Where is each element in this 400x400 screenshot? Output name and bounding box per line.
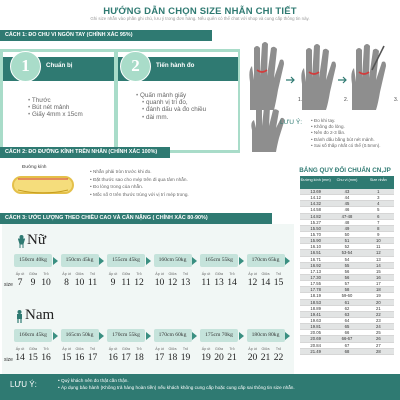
table-cell: 8: [377, 225, 380, 231]
ring-tip-item: • Đo lòng trong của nhẫn.: [90, 183, 189, 191]
ring-size-value: 19: [180, 352, 191, 363]
ring-size-value: 17: [154, 352, 165, 363]
footer-note-item: • Quý khách nên đo thật cần thận.: [58, 378, 129, 383]
arrow-right-icon: [239, 332, 244, 340]
table-cell: 15: [375, 268, 381, 274]
table-cell: 16.51: [310, 250, 321, 256]
finger-label: Trỏ: [275, 347, 282, 351]
finger-label: Giữa: [168, 347, 177, 351]
table-cell: 21.49: [310, 348, 321, 354]
table-cell: 17.78: [310, 287, 321, 293]
table-cell: 48: [344, 219, 350, 225]
step1-bullets: [28, 97, 83, 119]
finger-label: Giữa: [168, 272, 177, 276]
table-cell: 15.50: [310, 225, 321, 231]
table-cell: 16.71: [310, 256, 321, 262]
table-cell: 24: [375, 324, 381, 330]
table-cell: 17: [375, 281, 381, 287]
finger-label: Áp út: [108, 347, 118, 351]
male-chip-row: [14, 329, 294, 343]
table-cell: 53-54: [341, 250, 353, 256]
table-header-diameter: Đường kính (mm): [300, 178, 331, 182]
female-label: Nữ: [27, 232, 46, 248]
height-weight-chip: 150cm 40kg: [14, 254, 52, 267]
table-cell: 56: [344, 268, 350, 274]
table-cell: 50: [344, 231, 350, 237]
ring-diameter-label: Đường kính: [22, 164, 47, 169]
table-cell: 18.89: [310, 305, 321, 311]
hand-step-2: 2.: [344, 97, 349, 103]
ring-tip-item: • Mốc số 0 trên thước trùng với vị trí mép trong.: [90, 191, 189, 199]
table-cell: 23: [375, 317, 381, 323]
table-cell: 4: [377, 201, 380, 207]
ring-size-value: 18: [167, 352, 178, 363]
ring-tips: [90, 168, 189, 198]
step1-bullet: • Giấy 4mm x 15cm: [28, 111, 83, 118]
table-cell: 17.55: [310, 281, 321, 287]
finger-label: Trỏ: [136, 347, 142, 351]
hand-back-icon: [246, 104, 286, 152]
ring-size-value: 14: [15, 352, 25, 363]
arrow-right-icon: [286, 77, 294, 83]
finger-label: Áp út: [62, 272, 71, 276]
ring-tip-item: • Nhẫn phải tròn trước khi đo.: [90, 168, 189, 176]
table-cell: 15.90: [310, 238, 321, 244]
tip-item: • Không đo lỏng.: [311, 124, 381, 130]
table-cell: 15.70: [310, 231, 321, 237]
ring-size-value: 14: [227, 277, 237, 288]
ring-size-value: 16: [74, 352, 85, 363]
ring-size-value: 20: [214, 352, 224, 363]
table-cell: 14.32: [310, 201, 321, 207]
table-cell: 21: [375, 305, 381, 311]
arrow-right-icon: [99, 332, 104, 340]
table-cell: 27: [375, 342, 381, 348]
ring-size-value: 21: [260, 352, 271, 363]
finger-label: Giữa: [122, 272, 130, 276]
tip-item: • Đánh dấu bằng bút nét mảnh.: [311, 137, 381, 143]
table-cell: 45: [344, 201, 350, 207]
ring-size-value: 17: [121, 352, 131, 363]
hand-step-3: 3.: [394, 97, 399, 103]
ring-size-value: 13: [180, 277, 191, 288]
male-label: Nam: [25, 307, 55, 323]
ring-size-value: 12: [167, 277, 178, 288]
ring-size-value: 20: [247, 352, 258, 363]
table-cell: 59-60: [341, 293, 353, 299]
ring-size-value: 22: [273, 352, 284, 363]
ring-size-value: 10: [41, 277, 51, 288]
table-cell: 20.84: [310, 342, 321, 348]
finger-label: Áp út: [155, 347, 164, 351]
height-weight-chip: 180cm 80kg: [247, 329, 285, 342]
table-cell: 11: [376, 244, 381, 250]
ring-size-value: 16: [41, 352, 51, 363]
measure-tips: [311, 118, 381, 149]
table-cell: 56: [344, 274, 350, 280]
table-cell: 7: [377, 219, 380, 225]
table-cell: 58: [344, 287, 350, 293]
height-weight-chip: 165cm 50kg: [61, 329, 99, 342]
table-cell: 19.41: [310, 311, 321, 317]
finger-label: Áp út: [15, 272, 25, 276]
arrow-right-icon: [99, 257, 104, 265]
table-cell: 57: [344, 281, 350, 287]
footer-note-item: • Áp dụng bảo hành (Không trả hàng hoàn tiền) nếu khách không cung cấp hoặc cung cấp sai thông tin size nhẫn.: [58, 385, 295, 391]
finger-label: Trỏ: [182, 272, 189, 276]
table-cell: 19: [375, 293, 381, 299]
table-cell: 14: [375, 262, 381, 268]
ring-size-value: 17: [87, 352, 98, 363]
footer-label: LƯU Ý:: [10, 380, 37, 389]
footer-note-text: Quý khách nên đo thật cần thận.: [60, 378, 129, 383]
finger-label: Áp út: [248, 347, 257, 351]
finger-label: Áp út: [108, 272, 118, 276]
ring-size-value: 9: [110, 277, 116, 288]
table-cell: 62: [344, 305, 350, 311]
ring-size-value: 11: [121, 277, 131, 288]
height-weight-chip: 160cm 45kg: [14, 329, 52, 342]
table-cell: 46: [344, 207, 350, 213]
table-cell: 25: [375, 330, 381, 336]
arrow-right-icon: [338, 77, 346, 83]
finger-label: Giữa: [29, 272, 37, 276]
finger-label: Trỏ: [182, 347, 189, 351]
table-cell: 16.10: [310, 244, 321, 250]
table-cell: 12: [375, 250, 381, 256]
table-cell: 18: [375, 287, 381, 293]
page-title: HƯỚNG DẪN CHỌN SIZE NHẪN CHI TIẾT: [103, 6, 297, 17]
ring-size-value: 13: [214, 277, 224, 288]
table-cell: 55: [344, 262, 350, 268]
footer-note-text: Áp dụng bảo hành (Không trả hàng hoàn tiền) nếu khách không cung cấp hoặc cung cấp sai thông tin size nhẫn.: [60, 385, 295, 391]
table-cell: 14.58: [310, 207, 321, 213]
finger-label: Giữa: [122, 347, 130, 351]
table-cell: 19.81: [310, 324, 321, 330]
step1-name: Chuẩn bị: [46, 62, 73, 69]
arrow-right-icon: [53, 257, 58, 265]
male-icon: [16, 310, 23, 323]
table-cell: 10: [375, 238, 381, 244]
page-subtitle: Ghi size nhẫn vào phần ghi chú, lưu ý trong đơn hàng. Nếu quên có thể chat với shop và cung cấp thông tin này.: [90, 16, 310, 21]
table-header-circumference: Chu vi (mm): [336, 178, 358, 182]
female-size-label: size: [4, 282, 13, 288]
table-cell: 49: [344, 225, 350, 231]
footer-notes: [58, 377, 295, 392]
height-weight-chip: 170cm 65kg: [247, 254, 285, 267]
table-cell: 47-48: [341, 213, 353, 219]
table-cell: 13.69: [310, 189, 321, 194]
table-cell: 20.69: [310, 336, 321, 342]
table-cell: 61: [344, 299, 350, 305]
tip-item: • Đo khi tay.: [311, 118, 381, 124]
table-cell: 64: [344, 317, 350, 323]
luu-y-label: LƯU Ý:: [280, 119, 303, 126]
section3-title: CÁCH 3: ƯỚC LƯỢNG THEO CHIỀU CAO VÀ CÂN NẶNG ( CHÍNH XÁC 80-90%): [0, 213, 272, 224]
step2-name: Tiến hành đo: [156, 62, 195, 69]
table-cell: 15.27: [310, 219, 321, 225]
height-weight-chip: 150cm 45kg: [61, 254, 99, 267]
arrow-right-icon: [53, 332, 58, 340]
ring-size-value: 9: [30, 277, 36, 288]
step1-bullet: • Thước: [28, 97, 83, 104]
table-cell: 68: [344, 348, 350, 354]
ring-size-value: 10: [154, 277, 165, 288]
table-cell: 22: [375, 311, 381, 317]
ring-size-value: 19: [201, 352, 211, 363]
table-cell: 6: [377, 213, 380, 219]
table-cell: 18.19: [310, 293, 321, 299]
table-cell: 66: [344, 330, 350, 336]
finger-label: Áp út: [201, 272, 211, 276]
tip-item: • Sai số thấp nhất có thể (0.5mm).: [311, 143, 381, 149]
ring-size-value: 8: [64, 277, 69, 288]
table-cell: 26: [375, 336, 381, 342]
arrow-right-icon: [146, 332, 151, 340]
table-cell: 9: [377, 231, 380, 237]
ring-size-value: 14: [260, 277, 271, 288]
size-table-title: BẢNG QUY ĐỔI CHUẨN CN,JP: [299, 167, 391, 174]
section2-title: CÁCH 2: ĐO ĐƯỜNG KÍNH TRÊN NHẪN (CHÍNH XÁC 100%): [0, 147, 170, 158]
table-cell: 3: [377, 195, 380, 201]
height-weight-chip: 175cm 70kg: [200, 329, 238, 342]
arrow-right-icon: [192, 332, 197, 340]
arrow-right-icon: [146, 257, 151, 265]
finger-label: Giữa: [75, 272, 84, 276]
male-sizes: [14, 352, 294, 364]
arrow-right-icon: [239, 257, 244, 265]
step2-bullets: [136, 92, 206, 121]
table-cell: 5: [377, 207, 380, 213]
finger-label: Trỏ: [229, 347, 235, 351]
table-cell: 18.53: [310, 299, 321, 305]
table-cell: 16: [375, 274, 381, 280]
tip-item: • Nên đo 2-3 lần.: [311, 130, 381, 136]
ring-tip-item: • Đặt thước sao cho mép trên đi qua tâm nhẫn.: [90, 176, 189, 184]
ring-size-value: 12: [247, 277, 258, 288]
step2-bullet: • đánh dấu và đo chiều: [136, 106, 206, 113]
step2-bullet: • Quấn mảnh giấy: [136, 92, 206, 99]
table-cell: 17.30: [310, 274, 321, 280]
table-cell: 66-67: [341, 336, 353, 342]
height-weight-chip: 170cm 55kg: [107, 329, 145, 342]
size-table: [300, 189, 394, 355]
finger-label: Trỏ: [89, 347, 96, 351]
table-cell: 63: [344, 311, 350, 317]
arrow-right-icon: [192, 257, 197, 265]
hand-measure-illustration: [244, 40, 398, 112]
table-cell: 16.92: [310, 262, 321, 268]
male-size-label: size: [4, 357, 13, 363]
height-weight-chip: 160cm 50kg: [154, 254, 192, 267]
table-cell: 65: [344, 324, 350, 330]
finger-label: Giữa: [75, 347, 84, 351]
finger-label: Giữa: [261, 272, 270, 276]
step2-bullet: • dài mm.: [136, 114, 206, 121]
table-cell: 14.82: [310, 213, 321, 219]
finger-label: Trỏ: [43, 347, 49, 351]
finger-label: Giữa: [261, 347, 270, 351]
table-cell: 14.12: [310, 195, 321, 201]
finger-label: Áp út: [155, 272, 164, 276]
height-weight-chip: 155cm 45kg: [107, 254, 145, 267]
finger-label: Trỏ: [43, 272, 49, 276]
finger-label: Giữa: [29, 347, 37, 351]
table-header-size: Size nhẫn: [369, 178, 387, 182]
table-row: [300, 349, 394, 355]
table-cell: 20: [375, 299, 381, 305]
step2-bullet: • quanh vị trí đo,: [136, 99, 206, 106]
finger-label: Áp út: [248, 272, 257, 276]
finger-label: Giữa: [215, 347, 223, 351]
ring-icon: [8, 170, 80, 200]
table-cell: 20.05: [310, 330, 321, 336]
table-cell: 51: [344, 238, 350, 244]
finger-label: Áp út: [15, 347, 25, 351]
table-cell: 43: [344, 189, 350, 194]
height-weight-chip: 170cm 60kg: [154, 329, 192, 342]
finger-label: Áp út: [62, 347, 71, 351]
ring-size-value: 12: [134, 277, 144, 288]
step1-bullet: • Bút nét mảnh: [28, 104, 83, 111]
table-cell: 19.63: [310, 317, 321, 323]
size-table-header: [300, 176, 394, 189]
ring-size-value: 16: [108, 352, 118, 363]
ring-size-value: 15: [28, 352, 38, 363]
arrow-right-icon: [285, 257, 290, 265]
section1-title: CÁCH 1: ĐO CHU VI NGÓN TAY (CHÍNH XÁC 95%): [0, 30, 212, 41]
finger-label: Trỏ: [229, 272, 235, 276]
finger-label: Trỏ: [89, 272, 96, 276]
ring-size-value: 7: [17, 277, 23, 288]
hand-step-1: 1.: [298, 97, 303, 103]
ring-size-value: 21: [227, 352, 237, 363]
table-cell: 1: [377, 189, 380, 194]
table-cell: 44: [344, 195, 350, 201]
table-cell: 54: [344, 256, 350, 262]
finger-label: Trỏ: [275, 272, 282, 276]
ring-size-value: 15: [61, 352, 72, 363]
table-cell: 67: [344, 342, 350, 348]
step2-number: 2: [120, 51, 151, 82]
table-cell: 52: [344, 244, 350, 250]
finger-label: Áp út: [201, 347, 211, 351]
step1-number: 1: [10, 51, 41, 82]
ring-size-value: 18: [134, 352, 144, 363]
ring-size-value: 15: [273, 277, 284, 288]
height-weight-chip: 165cm 55kg: [200, 254, 238, 267]
ring-size-value: 10: [74, 277, 85, 288]
ring-size-value: 11: [201, 277, 211, 288]
finger-label: Giữa: [215, 272, 223, 276]
female-chip-row: [14, 254, 294, 268]
female-sizes: [14, 277, 294, 289]
table-cell: 17.13: [310, 268, 321, 274]
table-cell: 28: [375, 348, 381, 354]
table-cell: 13: [375, 256, 381, 262]
finger-label: Trỏ: [136, 272, 142, 276]
arrow-right-icon: [285, 332, 290, 340]
ring-size-value: 11: [87, 277, 98, 288]
female-icon: [18, 235, 25, 248]
